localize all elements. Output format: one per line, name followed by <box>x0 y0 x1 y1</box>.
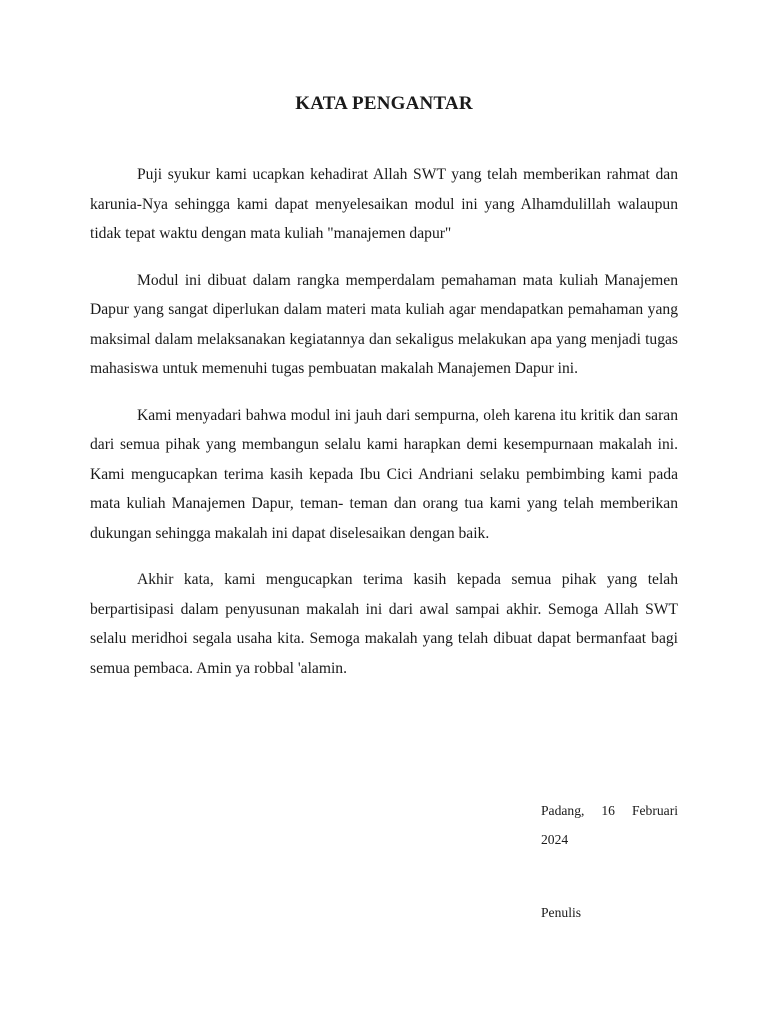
place-date: Padang, 16 Februari 2024 <box>541 803 678 847</box>
paragraph-4: Akhir kata, kami mengucapkan terima kasih kepada semua pihak yang telah berpartisipasi dalam penyusunan makalah ini dari awal sampai akhir. Semoga Allah SWT selalu meridhoi segala usaha kita. Semoga makalah yang telah dibuat dapat bermanfaat bagi semua pembaca. Amin ya robbal 'alamin. <box>90 571 678 677</box>
paragraph-3: Kami menyadari bahwa modul ini jauh dari sempurna, oleh karena itu kritik dan saran dari semua pihak yang membangun selalu kami harapkan demi kesempurnaan makalah ini. Kami mengucapkan terima kasih kepada Ibu Cici Andriani selaku pembimbing kami pada mata kuliah Manajemen Dapur, teman- teman dan orang tua kami yang telah memberikan dukungan sehingga makalah ini dapat diselesaikan dengan baik. <box>90 406 678 542</box>
paragraph-1: Puji syukur kami ucapkan kehadirat Allah SWT yang telah memberikan rahmat dan karunia-Nya sehingga kami dapat menyelesaikan modul ini yang Alhamdulillah walaupun tidak tepat waktu dengan mata kuliah "manajemen dapur" <box>90 166 678 242</box>
signoff-block <box>541 796 678 927</box>
author-label: Penulis <box>541 905 582 920</box>
page-title: KATA PENGANTAR <box>295 93 473 114</box>
document-body <box>90 160 678 700</box>
paragraph-2: Modul ini dibuat dalam rangka memperdalam pemahaman mata kuliah Manajemen Dapur yang sangat diperlukan dalam materi mata kuliah agar mendapatkan pemahaman yang maksimal dalam melaksanakan kegiatannya dan sekaligus melakukan apa yang menjadi tugas mahasiswa untuk memenuhi tugas pembuatan makalah Manajemen Dapur ini. <box>90 271 678 377</box>
